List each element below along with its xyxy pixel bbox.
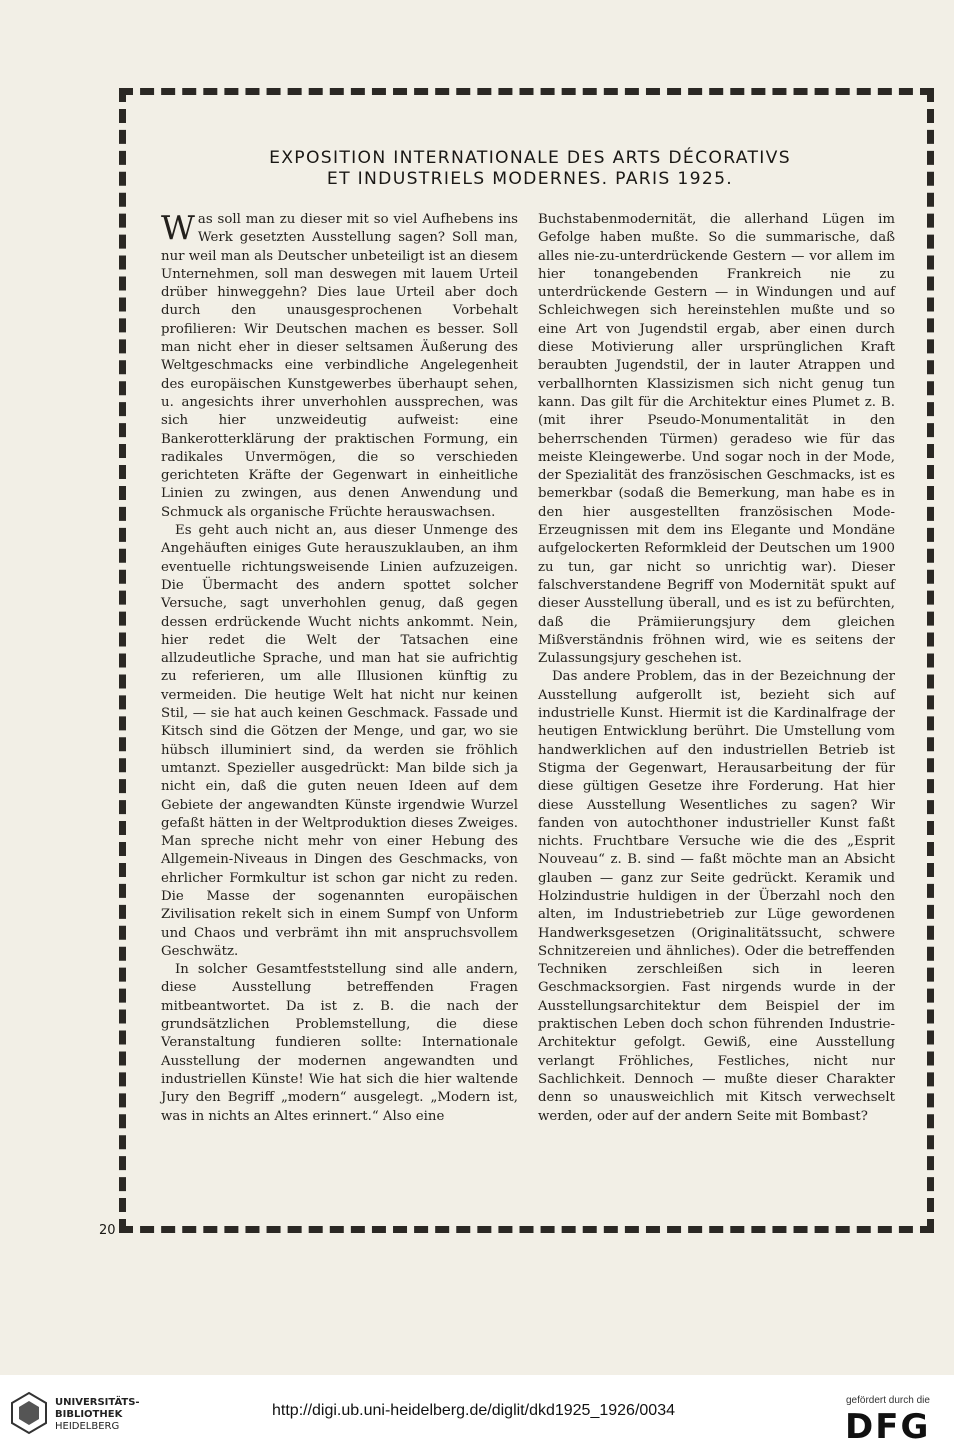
dfg-logo: DFG <box>845 1407 931 1447</box>
funding-note: gefördert durch die <box>846 1395 930 1406</box>
left-column <box>161 208 518 1126</box>
right-column <box>538 211 895 1126</box>
paragraph: Es geht auch nicht an, aus dieser Unmenge des Angehäuften einiges Gute herauszuklauben, an ihm eventuelle richtungsweisende Linien aufzuzeigen. Die Übermacht des andern spottet solcher Versuche, sagt unverhohlen genug, daß gegen dessen erdrückende Wucht nichts ankommt. Nein, hier redet die Welt der Tatsachen eine allzudeutliche Sprache, und man hat sie aufrichtig zu referieren, um alle Illusionen künftig zu vermeiden. Die heutige Welt hat nicht nur keinen Stil, — sie hat auch keinen Geschmack. Fassade und Kitsch sind die Götzen der Menge, und gar, wo sie hübsch illuminiert sind, da werden sie fröhlich umtanzt. Spezieller ausgedrückt: Man bilde sich ja nicht ein, daß die guten neuen Ideen auf dem Gebiete der angewandten Künste irgendwie Wurzel gefaßt hätten in der Weltproduktion dieses Zweiges. Man spreche nicht mehr von einer Hebung des Allgemein-Niveaus in Dingen des Geschmacks, von ehrlicher Formkultur ist schon gar nicht zu reden. Die Masse der sogenannten europäischen Zivilisation rekelt sich in einem Sumpf von Unform und Chaos und verbrämt ihn mit anspruchsvollem Geschwätz. <box>161 523 518 959</box>
digitization-footer <box>0 1375 954 1453</box>
library-logo-icon <box>10 1391 48 1435</box>
article-title <box>160 148 900 190</box>
page-number: 20 <box>99 1223 116 1238</box>
paragraph: Das andere Problem, das in der Bezeichnung der Ausstellung aufgerollt ist, bezieht sich auf industrielle Kunst. Hiermit ist die Kardinalfrage der heutigen Entwicklung berührt. Die Umstellung vom handwerklichen auf den industriellen Betrieb ist Stigma der Gegenwart, Herausarbeitung der für diese gültigen Gesetze ihre Forderung. Hat hier diese Ausstellung Wesentliches zu sagen? Wir fanden von autochthoner industrieller Kunst faßt nichts. Fruchtbare Versuche wie die des „Esprit Nouveau“ z. B. sind — faßt möchte man an Absicht glauben — ganz zur Seite gedrückt. Keramik und Holzindustrie huldigen in der Überzahl noch den alten, im Industriebetrieb zur Lüge gewordenen Handwerksgesetzen (Originalitätssucht, schwere Schnitzereien und ähnliches). Oder die betreffenden Techniken zerschleißen sich in leeren Geschmacksorgien. Fast nirgends wurde in der Ausstellungsarchitektur dem Beispiel der im praktischen Leben doch schon führenden Industrie-Architektur gefolgt. Gewiß, eine Ausstellung verlangt Fröhliches, Festliches, nicht nur Sachlichkeit. Dennoch — mußte dieser Charakter denn so unausweichlich mit Kitsch verwechselt werden, oder auf der andern Seite mit Bombast? <box>538 669 895 1124</box>
library-name: UNIVERSITÄTS- BIBLIOTHEK HEIDELBERG <box>55 1397 140 1432</box>
paragraph: Buchstabenmodernität, die allerhand Lügen im Gefolge haben mußte. So die summarische, daß alles nie-zu-unterdrückende Gestern — vor allem im hier tonangebenden Frankreich nie zu unterdrückende Gestern — in Windungen und auf Schleichwegen sich hereinstehlen mußte und so eine Art von Jugendstil ergab, aber einen durch diese Motivierung aller ursprünglichen Kraft beraubten Jugendstil, der in lauter Atrappen und verballhornten Klassizismen sich nicht genug tun kann. Das gilt für die Architektur eines Plumet z. B. (mit ihrer Pseudo-Monumentalität in den beherrschenden Türmen) geradeso wie für das meiste Kleingewerbe. Und sogar noch in der Mode, der Spezialität des französischen Geschmacks, ist es bemerkbar (sodaß die Bemerkung, man habe es in den hier ausgestellten französischen Mode-Erzeugnissen mit dem ins Elegante und Mondäne aufgelockerten Reformkleid der Deutschen um 1900 zu tun, gar nicht so unrichtig war). Dieser falschverstandene Begriff von Modernität spukt auf dieser Ausstellung überall, und es ist zu befürchten, daß die Prämiierungsjury dem gleichen Mißverständnis fröhnen wird, wie es seitens der Zulassungsjury geschehen ist. <box>538 212 895 667</box>
drop-cap: W <box>161 208 195 247</box>
title-line-2: ET INDUSTRIELS MODERNES. PARIS 1925. <box>326 169 734 189</box>
paragraph: Was soll man zu dieser mit so viel Aufhebens ins Werk gesetzten Ausstellung sagen? Soll man, nur weil man als Deutscher unbeteiligt ist an diesem Unternehmen, soll man deswegen mit lauem Urteil drüber hinweggehn? Dies laue Urteil aber doch durch den unausgesprochenen Vorbehalt profilieren: Wir Deutschen machen es besser. Soll man nicht eher in dieser seltsamen Äußerung des Weltgeschmacks eine verbindliche Angelegenheit des europäischen Kunstgewerbes überhaupt sehen, u. angesichts ihrer unverhohlen aussprechen, was sich hier unzweideutig aufweist: eine Bankerotterklärung der praktischen Formung, ein radikales Unvermögen, die so verschieden gerichteten Kräfte der Gegenwart in einheitliche Linien zu zwingen, aus denen Anwendung und Schmuck als organische Früchte herauswachsen. <box>161 208 518 520</box>
title-line-1: EXPOSITION INTERNATIONALE DES ARTS DÉCORATIVS <box>269 148 791 168</box>
paragraph: In solcher Gesamtfeststellung sind alle andern, diese Ausstellung betreffenden Fragen mitbeantwortet. Da ist z. B. die nach der grundsätzlichen Problemstellung, die diese Veranstaltung fundieren sollte: Internationale Ausstellung der modernen angewandten und industriellen Künste! Wie hat sich die hier waltende Jury den Begriff „modern“ ausgelegt. „Modern ist, was in nichts an Altes erinnert.“ Also eine <box>161 962 518 1124</box>
source-url-link[interactable]: http://digi.ub.uni-heidelberg.de/diglit/dkd1925_1926/0034 <box>272 1402 675 1419</box>
